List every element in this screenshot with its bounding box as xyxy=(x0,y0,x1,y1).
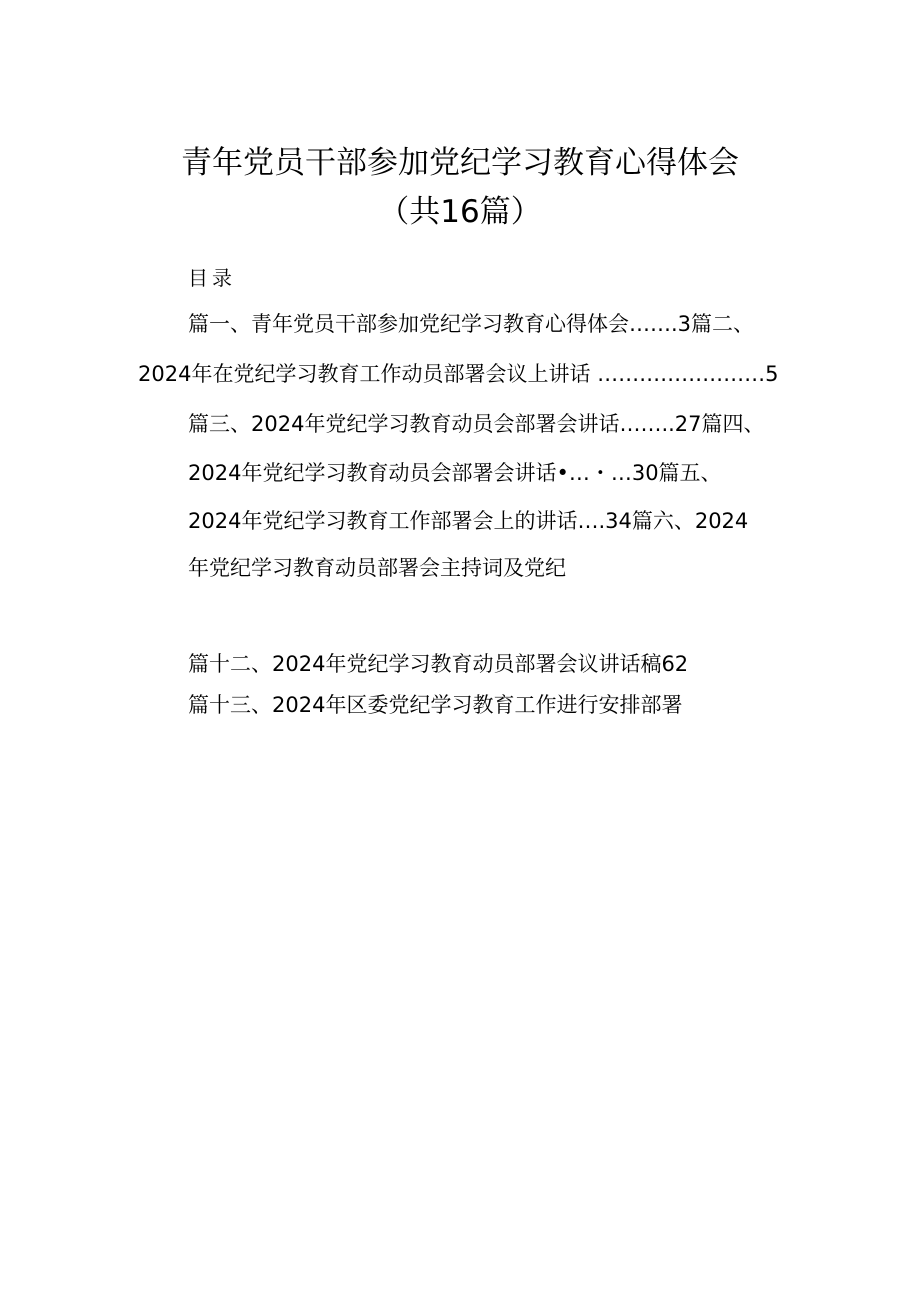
toc-line: 年党纪学习教育动员部署会主持词及党纪 xyxy=(188,556,566,580)
toc-line: 篇十三、2024年区委党纪学习教育工作进行安排部署 xyxy=(188,693,683,717)
document-subtitle: （共16篇） xyxy=(378,194,542,230)
document-title: 青年党员干部参加党纪学习教育心得体会 xyxy=(181,145,739,181)
toc-line: 篇十二、2024年党纪学习教育动员部署会议讲话稿62 xyxy=(188,652,689,676)
toc-line: 2024年党纪学习教育工作部署会上的讲话….34篇六、2024 xyxy=(188,509,749,533)
toc-line: 2024年党纪学习教育动员会部署会讲话•…・…30篇五、 xyxy=(188,461,722,485)
toc-line: 篇三、2024年党纪学习教育动员会部署会讲话……..27篇四、 xyxy=(188,412,765,436)
toc-line: 篇一、青年党员干部参加党纪学习教育心得体会…….3篇二、 xyxy=(188,312,755,336)
toc-line: 2024年在党纪学习教育工作动员部署会议上讲话 ……………………5 xyxy=(138,362,779,386)
toc-heading: 目录 xyxy=(188,266,236,290)
